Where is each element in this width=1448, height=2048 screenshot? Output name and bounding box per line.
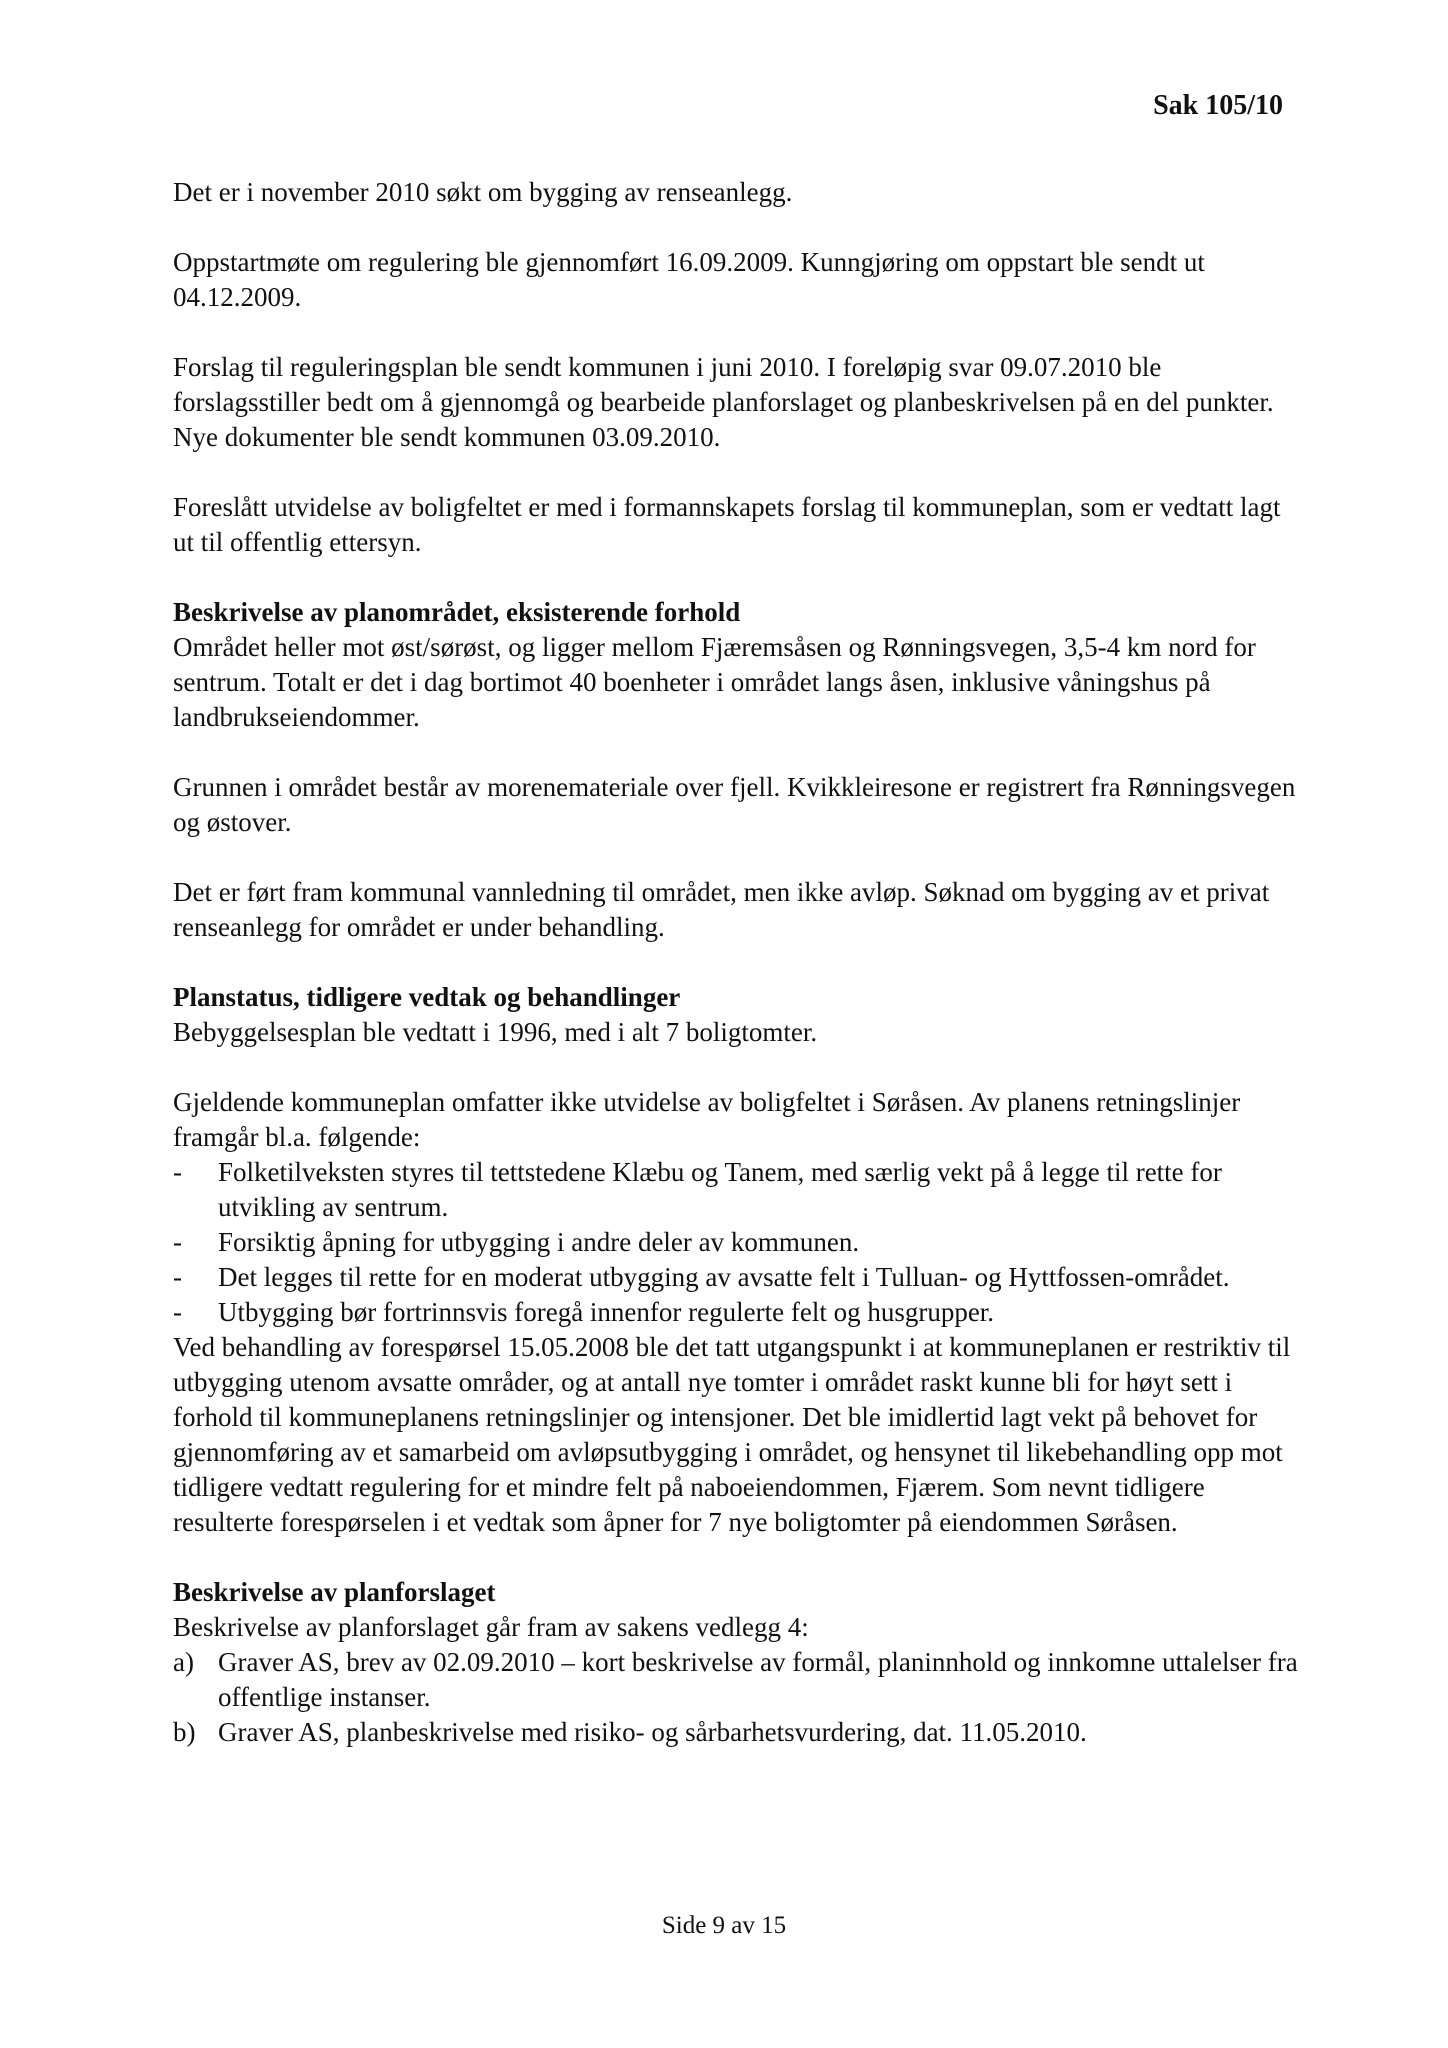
list-marker: a)	[173, 1647, 194, 1677]
paragraph: Det er ført fram kommunal vannledning til området, men ikke avløp. Søknad om bygging av et privat renseanlegg for området er under behandling.	[173, 877, 1270, 942]
list-marker: -	[173, 1157, 182, 1187]
list-item	[173, 1225, 1303, 1260]
list-marker: -	[173, 1227, 182, 1257]
page-number: Side 9 av 15	[661, 1912, 787, 1939]
section-heading: Planstatus, tidligere vedtak og behandlinger	[173, 982, 681, 1012]
paragraph: Bebyggelsesplan ble vedtatt i 1996, med i alt 7 boligtomter.	[173, 1017, 818, 1047]
list-item	[173, 1715, 1303, 1750]
paragraph: Området heller mot øst/sørøst, og ligger mellom Fjæremsåsen og Rønningsvegen, 3,5-4 km nord for sentrum. Totalt er det i dag bortimot 40 boenheter i området langs åsen, inklusive våningshus på landbrukseiendommer.	[173, 632, 1256, 732]
list-item-text: Utbygging bør fortrinnsvis foregå innenfor regulerte felt og husgrupper.	[218, 1297, 995, 1327]
list-item-text: Folketilveksten styres til tettstedene Klæbu og Tanem, med særlig vekt på å legge til rette for utvikling av sentrum.	[218, 1157, 1222, 1222]
document-body	[173, 175, 1303, 1750]
list-marker: -	[173, 1262, 182, 1292]
paragraph: Ved behandling av forespørsel 15.05.2008 ble det tatt utgangspunkt i at kommuneplanen er restriktiv til utbygging utenom avsatte områder, og at antall nye tomter i området raskt kunne bli for høyt sett i forhold til kommuneplanens retningslinjer og intensjoner. Det ble imidlertid lagt vekt på behovet for gjennomføring av et samarbeid om avløpsutbygging i området, og hensynet til likebehandling opp mot tidligere vedtatt regulering for et mindre felt på naboeiendommen, Fjærem. Som nevnt tidligere resulterte forespørselen i et vedtak som åpner for 7 nye boligtomter på eiendommen Søråsen.	[173, 1332, 1291, 1537]
list-item-text: Det legges til rette for en moderat utbygging av avsatte felt i Tulluan- og Hyttfossen-området.	[218, 1262, 1230, 1292]
list-item-text: Forsiktig åpning for utbygging i andre deler av kommunen.	[218, 1227, 860, 1257]
section-heading: Beskrivelse av planforslaget	[173, 1577, 496, 1607]
list-item	[173, 1260, 1303, 1295]
list-item	[173, 1155, 1303, 1225]
section-heading: Beskrivelse av planområdet, eksisterende forhold	[173, 597, 741, 627]
case-number: Sak 105/10	[1153, 90, 1283, 121]
list-item-text: Graver AS, brev av 02.09.2010 – kort beskrivelse av formål, planinnhold og innkomne uttalelser fra offentlige instanser.	[218, 1647, 1298, 1712]
paragraph: Forslag til reguleringsplan ble sendt kommunen i juni 2010. I foreløpig svar 09.07.2010 ble forslagsstiller bedt om å gjennomgå og bearbeide planforslaget og planbeskrivelsen på en del punkter. Nye dokumenter ble sendt kommunen 03.09.2010.	[173, 352, 1274, 452]
list-item-text: Graver AS, planbeskrivelse med risiko- og sårbarhetsvurdering, dat. 11.05.2010.	[218, 1717, 1087, 1747]
list-item	[173, 1645, 1303, 1715]
list-marker: b)	[173, 1717, 196, 1747]
list-marker: -	[173, 1297, 182, 1327]
paragraph: Oppstartmøte om regulering ble gjennomført 16.09.2009. Kunngjøring om oppstart ble sendt ut 04.12.2009.	[173, 247, 1205, 312]
guideline-list	[173, 1155, 1303, 1330]
paragraph: Beskrivelse av planforslaget går fram av sakens vedlegg 4:	[173, 1612, 809, 1642]
attachment-list	[173, 1645, 1303, 1750]
paragraph: Grunnen i området består av morenemateriale over fjell. Kvikkleiresone er registrert fra Rønningsvegen og østover.	[173, 772, 1296, 837]
list-item	[173, 1295, 1303, 1330]
paragraph: Det er i november 2010 søkt om bygging av renseanlegg.	[173, 177, 793, 207]
paragraph: Foreslått utvidelse av boligfeltet er med i formannskapets forslag til kommuneplan, som er vedtatt lagt ut til offentlig ettersyn.	[173, 492, 1281, 557]
paragraph: Gjeldende kommuneplan omfatter ikke utvidelse av boligfeltet i Søråsen. Av planens retningslinjer framgår bl.a. følgende:	[173, 1087, 1241, 1152]
